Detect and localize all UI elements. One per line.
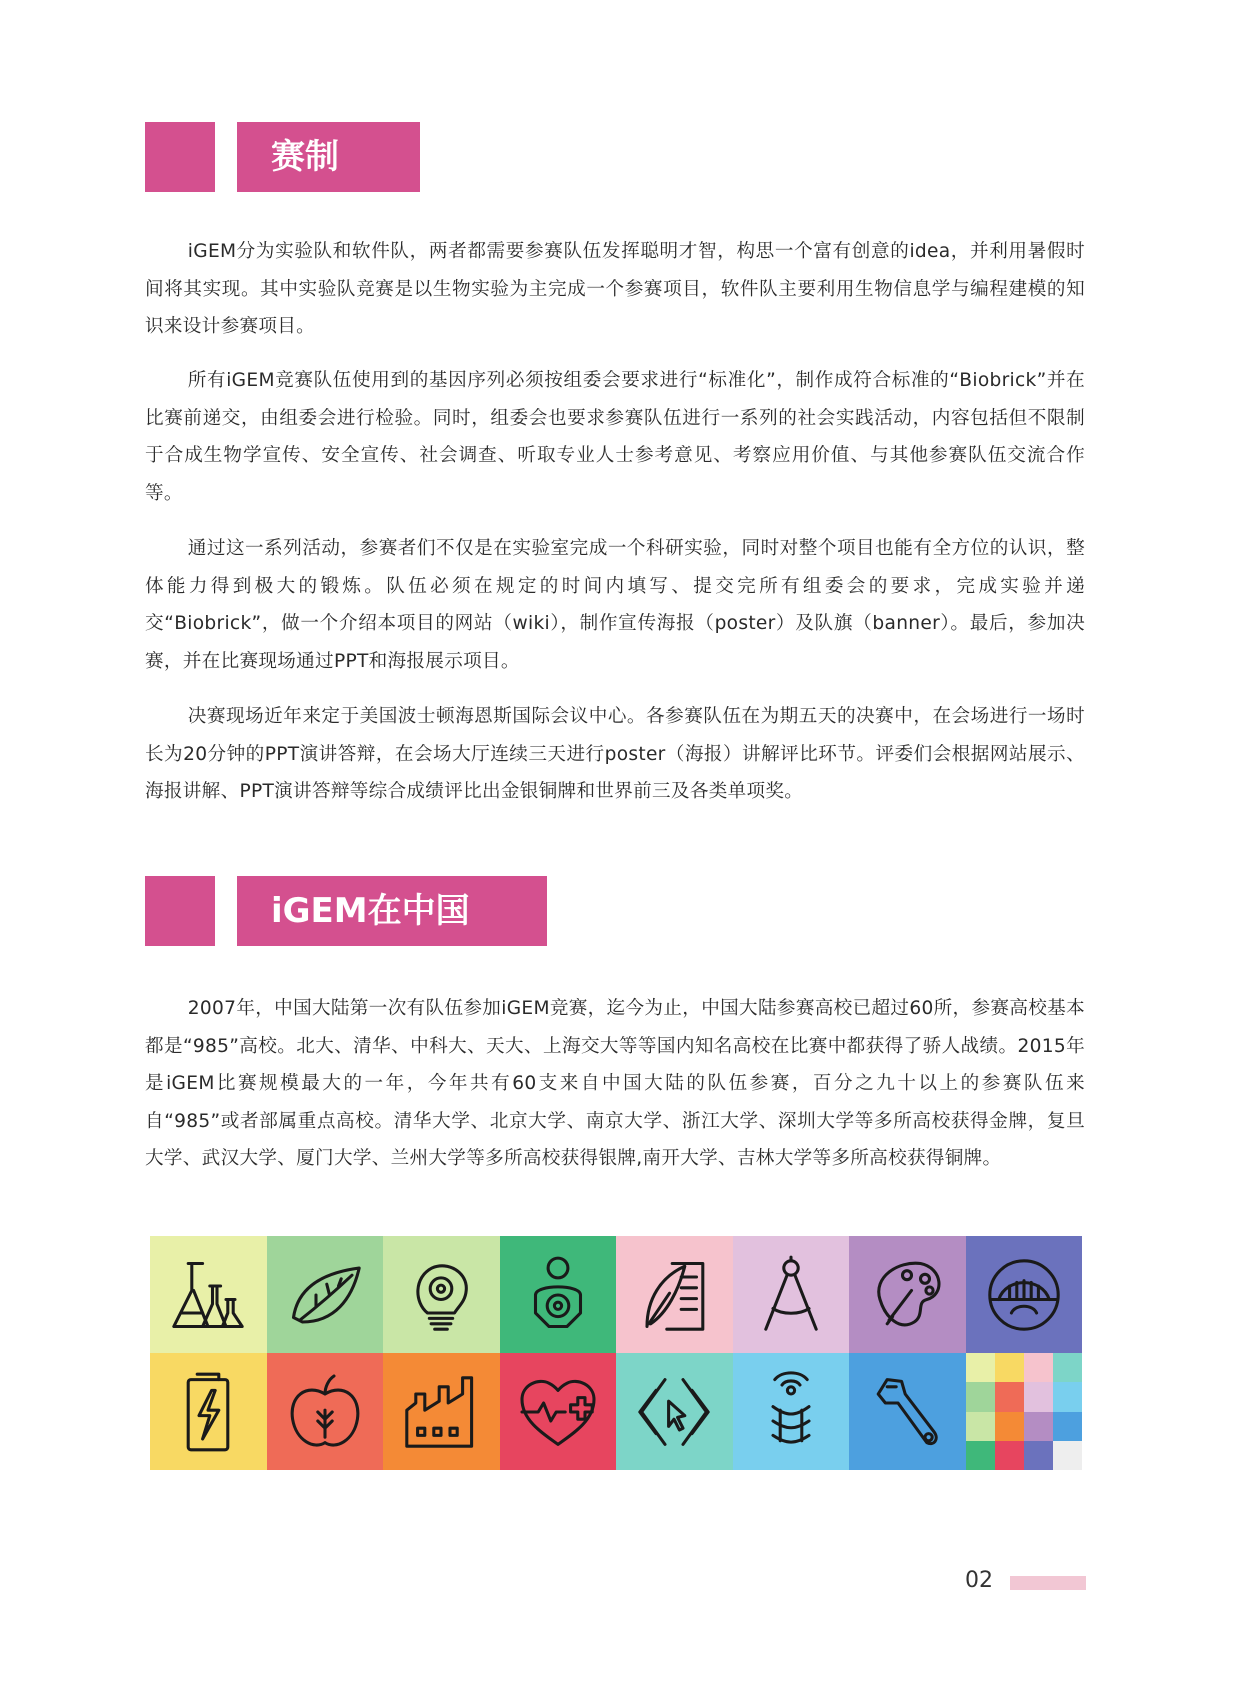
- color-swatch-grid: [966, 1353, 1083, 1470]
- color-swatch: [966, 1382, 995, 1411]
- color-swatch: [966, 1412, 995, 1441]
- section-title: iGEM在中国: [237, 876, 547, 946]
- section-title: 赛制: [237, 122, 420, 192]
- heading-accent-block: [145, 122, 215, 192]
- tile-battery: [150, 1353, 267, 1470]
- page-number: 02: [965, 1568, 993, 1593]
- tile-dna: [733, 1353, 850, 1470]
- color-swatch: [1053, 1382, 1082, 1411]
- color-swatch: [1024, 1353, 1053, 1382]
- tile-lightbulb: [383, 1236, 500, 1353]
- color-swatch: [1024, 1382, 1053, 1411]
- tile-code: [616, 1353, 733, 1470]
- tile-heart: [500, 1353, 617, 1470]
- wrench-icon: [862, 1367, 952, 1457]
- color-swatch: [1024, 1412, 1053, 1441]
- paragraph: 决赛现场近年来定于美国波士顿海恩斯国际会议中心。各参赛队伍在为期五天的决赛中，在会场进行一场时长为20分钟的PPT演讲答辩，在会场大厅连续三天进行poster（海报）讲解评比环节。评委们会根据网站展示、海报讲解、PPT演讲答辩等综合成绩评比出金银铜牌和世界前三及各类单项奖。: [145, 706, 1085, 802]
- tile-person-gear: [500, 1236, 617, 1353]
- battery-icon: [163, 1367, 253, 1457]
- tile-quill: [616, 1236, 733, 1353]
- paragraph: 2007年，中国大陆第一次有队伍参加iGEM竞赛，迄今为止，中国大陆参赛高校已超过60所，参赛高校基本都是“985”高校。北大、清华、中科大、天大、上海交大等等国内知名高校在比赛中都获得了骄人战绩。2015年是iGEM比赛规模最大的一年，今年共有60支来自中国大陆的队伍参赛，百分之九十以上的参赛队伍来自“985”或者部属重点高校。清华大学、北京大学、南京大学、浙江大学、深圳大学等多所高校获得金牌，复旦大学、武汉大学、厦门大学、兰州大学等多所高校获得银牌,南开大学、吉林大学等多所高校获得铜牌。: [145, 998, 1085, 1169]
- page-number-bar: [1010, 1576, 1086, 1590]
- icon-banner: [150, 1236, 1082, 1470]
- apple-icon: [280, 1367, 370, 1457]
- paragraph: 通过这一系列活动，参赛者们不仅是在实验室完成一个科研实验，同时对整个项目也能有全方位的认识，整体能力得到极大的锻炼。队伍必须在规定的时间内填写、提交完所有组委会的要求，完成实验并递交“Biobrick”，做一个介绍本项目的网站（wiki），制作宣传海报（poster）及队旗（banner）。最后，参加决赛，并在比赛现场通过PPT和海报展示项目。: [145, 538, 1085, 672]
- color-swatch: [1024, 1441, 1053, 1470]
- bridge-icon: [979, 1250, 1069, 1340]
- palette-icon: [862, 1250, 952, 1340]
- person-gear-icon: [513, 1250, 603, 1340]
- leaf-icon: [280, 1250, 370, 1340]
- tile-apple: [267, 1353, 384, 1470]
- paragraph: 所有iGEM竞赛队伍使用到的基因序列必须按组委会要求进行“标准化”，制作成符合标准的“Biobrick”并在比赛前递交，由组委会进行检验。同时，组委会也要求参赛队伍进行一系列的社会实践活动，内容包括但不限制于合成生物学宣传、安全宣传、社会调查、听取专业人士参考意见、考察应用价值、与其他参赛队伍交流合作等。: [145, 370, 1085, 504]
- color-swatch: [995, 1353, 1024, 1382]
- color-swatch: [995, 1441, 1024, 1470]
- tile-leaf: [267, 1236, 384, 1353]
- color-swatch: [1053, 1353, 1082, 1382]
- tile-wrench: [849, 1353, 966, 1470]
- tile-factory: [383, 1353, 500, 1470]
- color-swatch: [1053, 1441, 1082, 1470]
- tile-flask: [150, 1236, 267, 1353]
- quill-document-icon: [629, 1250, 719, 1340]
- flask-icon: [163, 1250, 253, 1340]
- tile-compass: [733, 1236, 850, 1353]
- section-heading-china: [145, 876, 745, 946]
- tile-bridge: [966, 1236, 1083, 1353]
- color-swatch: [995, 1412, 1024, 1441]
- compass-icon: [746, 1250, 836, 1340]
- factory-icon: [396, 1367, 486, 1457]
- code-cursor-icon: [629, 1367, 719, 1457]
- paragraph: iGEM分为实验队和软件队，两者都需要参赛队伍发挥聪明才智，构思一个富有创意的idea，并利用暑假时间将其实现。其中实验队竞赛是以生物实验为主完成一个参赛项目，软件队主要利用生物信息学与编程建模的知识来设计参赛项目。: [145, 241, 1085, 337]
- dna-signal-icon: [746, 1367, 836, 1457]
- color-swatch: [995, 1382, 1024, 1411]
- lightbulb-gear-icon: [396, 1250, 486, 1340]
- heading-accent-block: [145, 876, 215, 946]
- color-swatch: [966, 1441, 995, 1470]
- tile-palette: [849, 1236, 966, 1353]
- color-swatch: [966, 1353, 995, 1382]
- color-swatch: [1053, 1412, 1082, 1441]
- section-heading-format: [145, 122, 745, 192]
- tile-swatches: [966, 1353, 1083, 1470]
- heart-pulse-icon: [513, 1367, 603, 1457]
